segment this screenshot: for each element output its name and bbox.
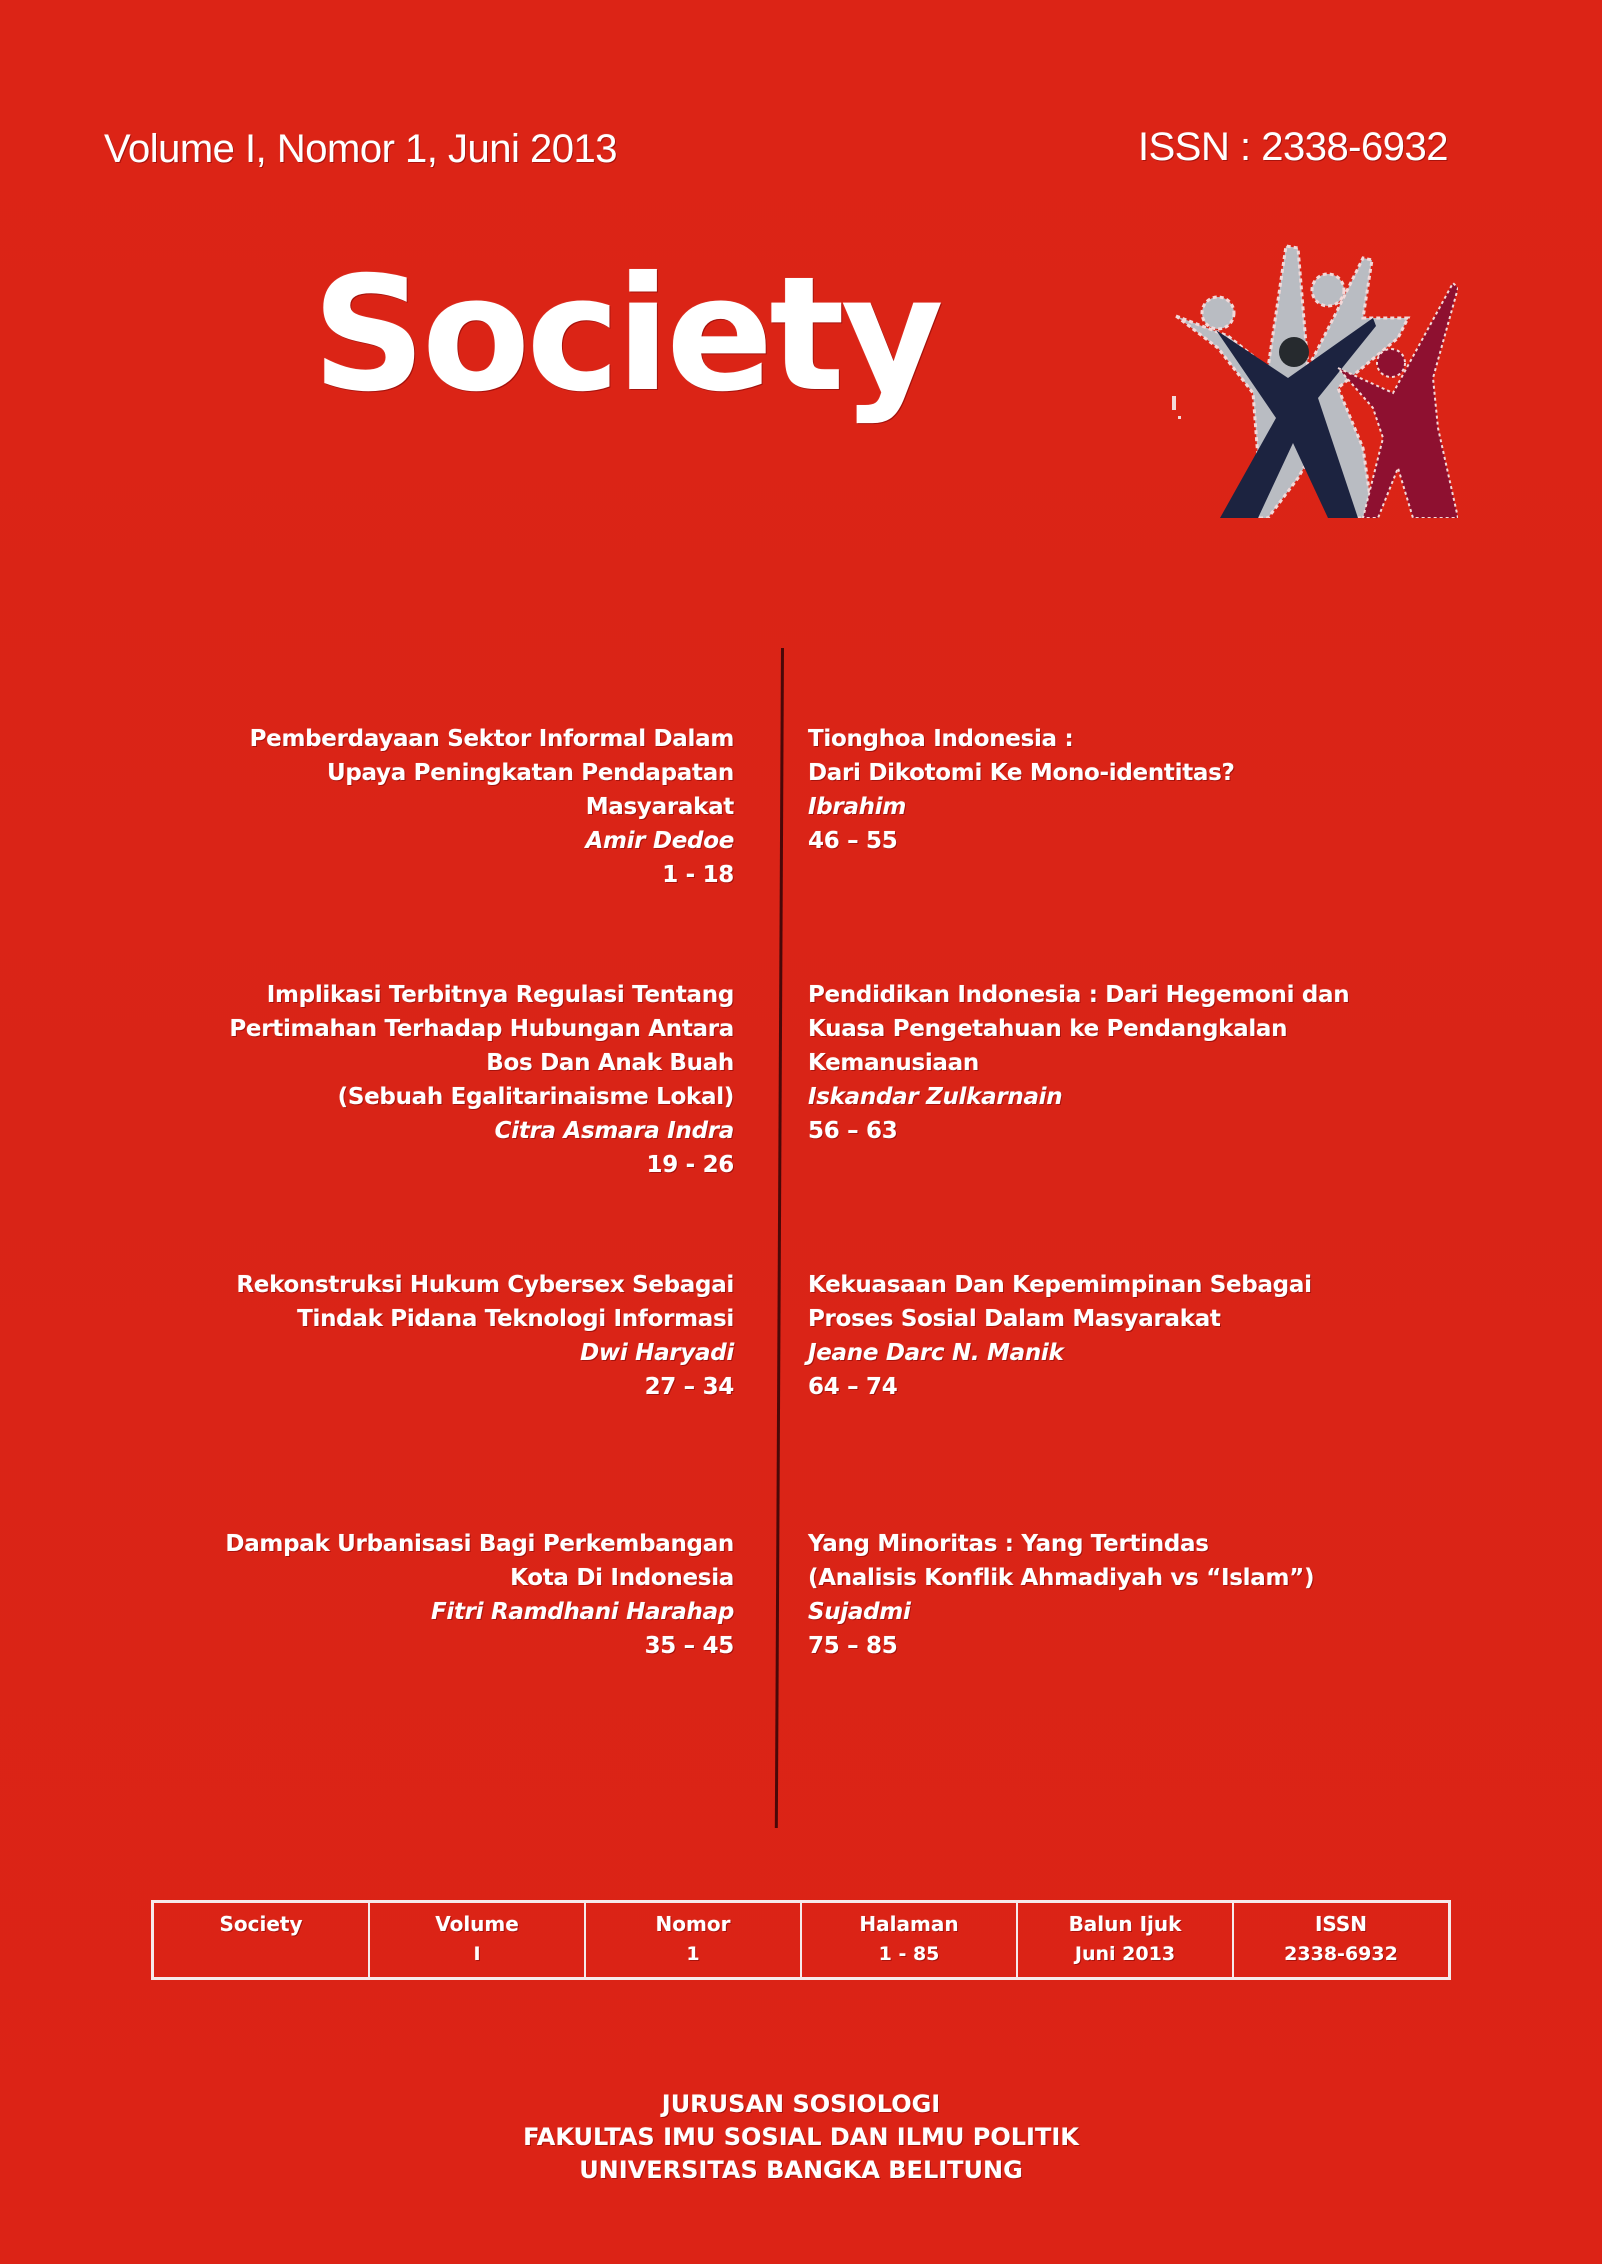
article-pages: 1 - 18	[662, 862, 734, 888]
publisher-footer	[0, 2088, 1602, 2187]
info-value: 1	[686, 1943, 700, 1965]
info-cell-journal	[154, 1903, 370, 1977]
info-label: ISSN	[1314, 1912, 1368, 1936]
info-cell-issn	[1234, 1903, 1448, 1977]
article-title-line: Masyarakat	[585, 794, 734, 820]
info-value: I	[473, 1943, 481, 1965]
article-title-line: Pertimahan Terhadap Hubungan Antara	[229, 1016, 734, 1042]
info-value: Juni 2013	[1074, 1943, 1176, 1965]
info-cell-place-date	[1018, 1903, 1234, 1977]
article-author: Citra Asmara Indra	[494, 1118, 734, 1144]
article-title-line: (Sebuah Egalitarinaisme Lokal)	[337, 1084, 734, 1110]
volume-issue-date: Volume I, Nomor 1, Juni 2013	[104, 127, 617, 171]
article-pages: 19 - 26	[646, 1152, 734, 1178]
publication-info-table	[151, 1900, 1451, 1980]
article-author: Amir Dedoe	[585, 828, 734, 854]
article-title-line: Yang Minoritas : Yang Tertindas	[808, 1531, 1209, 1557]
article-pages: 46 – 55	[808, 828, 898, 854]
article-pages: 27 – 34	[644, 1374, 734, 1400]
department-name: JURUSAN SOSIOLOGI	[661, 2090, 941, 2118]
article-title-line: Kekuasaan Dan Kepemimpinan Sebagai	[808, 1272, 1312, 1298]
article-author: Sujadmi	[808, 1599, 911, 1625]
article-title-line: Kota Di Indonesia	[510, 1565, 734, 1591]
info-cell-number	[586, 1903, 802, 1977]
info-label: Nomor	[655, 1912, 731, 1936]
info-label: Society	[219, 1912, 303, 1936]
article-entry	[808, 722, 1235, 858]
article-author: Jeane Darc N. Manik	[808, 1340, 1064, 1366]
column-divider	[775, 648, 784, 1828]
university-name: UNIVERSITAS BANGKA BELITUNG	[579, 2156, 1023, 2184]
info-label: Halaman	[859, 1912, 959, 1936]
article-entry	[229, 978, 734, 1182]
info-value: 1 - 85	[878, 1943, 940, 1965]
article-title-line: Kuasa Pengetahuan ke Pendangkalan	[808, 1016, 1288, 1042]
article-entry	[808, 978, 1349, 1148]
article-title-line: Dampak Urbanisasi Bagi Perkembangan	[225, 1531, 734, 1557]
info-value: 2338-6932	[1284, 1943, 1398, 1965]
article-title-line: Bos Dan Anak Buah	[486, 1050, 734, 1076]
article-title-line: Pemberdayaan Sektor Informal Dalam	[249, 726, 734, 752]
article-entry	[236, 1268, 734, 1404]
article-title-line: Proses Sosial Dalam Masyarakat	[808, 1306, 1221, 1332]
journal-title: Society	[312, 243, 940, 427]
article-title-line: Implikasi Terbitnya Regulasi Tentang	[266, 982, 734, 1008]
faculty-name: FAKULTAS IMU SOSIAL DAN ILMU POLITIK	[523, 2123, 1079, 2151]
issn-header: ISSN : 2338-6932	[1138, 125, 1448, 169]
article-title-line: (Analisis Konflik Ahmadiyah vs “Islam”)	[808, 1565, 1315, 1591]
article-pages: 35 – 45	[644, 1633, 734, 1659]
article-pages: 75 – 85	[808, 1633, 898, 1659]
article-entry	[808, 1268, 1312, 1404]
article-entry	[250, 722, 734, 892]
article-author: Iskandar Zulkarnain	[808, 1084, 1063, 1110]
article-author: Fitri Ramdhani Harahap	[430, 1599, 734, 1625]
article-pages: 64 – 74	[808, 1374, 898, 1400]
article-author: Ibrahim	[808, 794, 907, 820]
article-title-line: Upaya Peningkatan Pendapatan	[326, 760, 734, 786]
info-label: Volume	[435, 1912, 519, 1936]
info-label: Balun Ijuk	[1068, 1912, 1182, 1936]
article-title-line: Kemanusiaan	[808, 1050, 979, 1076]
article-title-line: Rekonstruksi Hukum Cybersex Sebagai	[236, 1272, 734, 1298]
people-stars-logo-icon	[1158, 218, 1458, 518]
article-title-line: Dari Dikotomi Ke Mono-identitas?	[808, 760, 1235, 786]
article-entry	[808, 1527, 1314, 1663]
article-author: Dwi Haryadi	[580, 1340, 734, 1366]
article-entry	[225, 1527, 734, 1663]
info-cell-volume	[370, 1903, 586, 1977]
info-cell-pages	[802, 1903, 1018, 1977]
article-title-line: Pendidikan Indonesia : Dari Hegemoni dan	[808, 982, 1350, 1008]
article-title-line: Tionghoa Indonesia :	[808, 726, 1074, 752]
article-title-line: Tindak Pidana Teknologi Informasi	[297, 1306, 734, 1332]
article-pages: 56 – 63	[808, 1118, 898, 1144]
